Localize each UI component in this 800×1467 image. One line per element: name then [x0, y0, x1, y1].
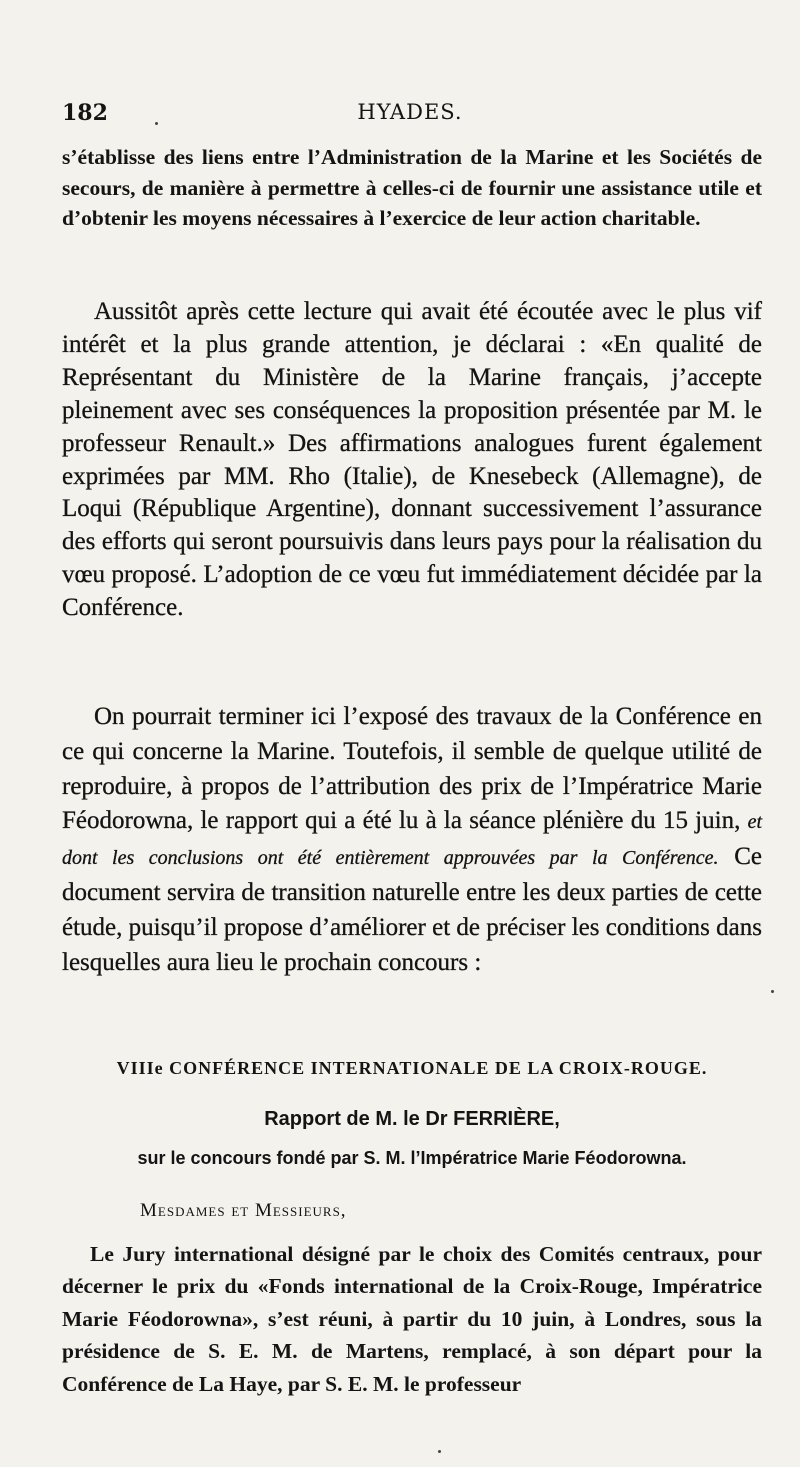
report-subtitle: sur le concours fondé par S. M. l’Impératrice Marie Féodorowna. — [137, 1148, 687, 1168]
paragraph-3-text-a: On pourrait terminer ici l’exposé des travaux de la Conférence en ce qui concerne la Marine. Toutefois, il semble de quelque utilité de reproduire, à propos de l’attribution des prix de l’Impératrice Marie Féodorowna, le rapport qui a été lu à la séance plénière du 15 juin, — [62, 703, 762, 835]
paragraph-1: s’établisse des liens entre l’Administration de la Marine et les Sociétés de secours, de manière à permettre à celles-ci de fournir une assistance utile et d’obtenir les moyens nécessaires à l’exercice de leur action charitable. — [62, 145, 762, 231]
scan-speck — [438, 1450, 441, 1453]
section-heading: VIIIe CONFÉRENCE INTERNATIONALE DE LA CROIX-ROUGE. — [116, 1058, 708, 1078]
salutation: Mesdames et Messieurs, — [140, 1200, 347, 1221]
paragraph-4: Le Jury international désigné par le choix des Comités centraux, pour décerner le prix du «Fonds international de la Croix-Rouge, Impératrice Marie Féodorowna», s’est réuni, à partir du 10 juin, à Londres, sous la présidence de S. E. M. de Martens, remplacé, à son départ pour la Conférence de La Haye, par S. E. M. le professeur — [62, 1242, 762, 1396]
scan-speck — [771, 990, 774, 993]
paragraph-3 — [62, 700, 762, 980]
scan-speck — [155, 122, 158, 125]
report-title: Rapport de M. le Dr FERRIÈRE, — [264, 1108, 560, 1130]
paragraph-3-text-b: Ce document servira de transition naturelle entre les deux parties de cette étude, puisqu’il propose d’améliorer et de préciser les conditions dans lesquelles aura lieu le prochain concours : — [62, 843, 762, 976]
paragraph-2: Aussitôt après cette lecture qui avait été écoutée avec le plus vif intérêt et la plus grande attention, je déclarai : «En qualité de Représentant du Ministère de la Marine français, j’accepte pleinement avec ses conséquences la proposition présentée par M. le professeur Renault.» Des affirmations analogues furent également exprimées par MM. Rho (Italie), de Knesebeck (Allemagne), de Loqui (République Argentine), donnant successivement l’assurance des efforts qui seront poursuivis dans leurs pays pour la réalisation du vœu proposé. L’adoption de ce vœu fut immédiatement décidée par la Conférence. — [62, 298, 762, 622]
running-title: HYADES. — [357, 100, 463, 124]
page-number: 182 — [62, 100, 108, 126]
paragraph-3-italic: et dont les conclusions ont été entièrement approuvées par la Conférence. — [62, 811, 762, 870]
page-header — [62, 100, 758, 136]
